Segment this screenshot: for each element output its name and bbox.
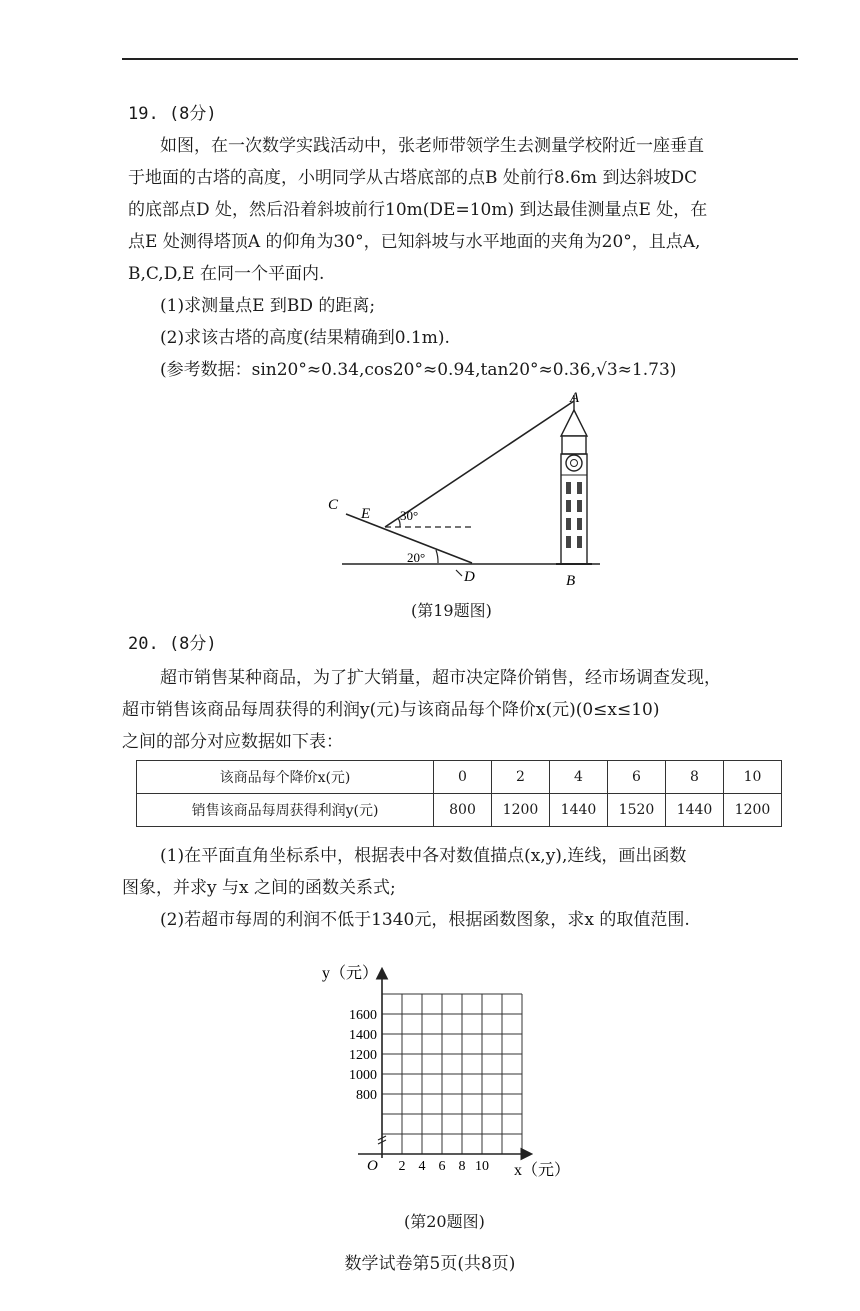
q20-part-1a: (1)在平面直角坐标系中，根据表中各对数值描点(x,y),连线，画出函数 [160,846,687,866]
coordinate-grid [382,994,522,1154]
tower-icon [556,395,592,564]
y-tick-label: 1400 [349,1028,377,1043]
table-cell-y: 1200 [724,794,782,827]
q19-part-1: (1)求测量点E 到BD 的距离; [160,296,376,316]
q19-text-line-3: 的底部点D 处，然后沿着斜坡前行10m(DE=10m) 到达最佳测量点E 处，在 [128,200,708,220]
table-cell-x: 0 [434,761,492,794]
q19-text-line-4: 点E 处测得塔顶A 的仰角为30°，已知斜坡与水平地面的夹角为20°，且点A, [128,232,701,252]
label-angle-30: 30° [400,508,419,523]
y-tick-label: 1600 [349,1008,377,1023]
q20-part-2: (2)若超市每周的利润不低于1340元，根据函数图象，求x 的取值范围. [160,910,690,930]
table-cell-x: 8 [666,761,724,794]
point-d-tick [456,570,462,576]
table-cell-x: 10 [724,761,782,794]
q19-caption: (第19题图) [411,601,492,620]
label-angle-20: 20° [407,550,426,565]
x-tick-label: 6 [438,1159,446,1174]
origin-label: O [367,1158,378,1174]
table-cell-y: 800 [434,794,492,827]
q19-text-line-1: 如图，在一次数学实践活动中，张老师带领学生去测量学校附近一座垂直 [160,136,704,156]
q20-part-1b: 图象，并求y 与x 之间的函数关系式; [122,878,396,898]
x-axis-label: x（元） [514,1162,571,1179]
x-tick-label: 2 [398,1159,406,1174]
q19-text-line-5: B,C,D,E 在同一个平面内. [128,264,325,284]
table-cell-x: 2 [492,761,550,794]
y-axis-label: y（元） [322,965,379,982]
q19-header: 19. (8分) [128,104,217,124]
table-cell-y: 1440 [550,794,608,827]
table-header-x: 该商品每个降价x(元) [137,761,434,794]
label-c: C [328,497,339,513]
x-tick-labels [399,1159,490,1174]
x-tick-label: 10 [475,1159,489,1174]
q19-figure [0,0,860,620]
page-footer: 数学试卷第5页(共8页) [344,1254,516,1274]
y-tick-label: 1000 [349,1068,377,1083]
label-b: B [566,573,576,589]
table-row-y [137,794,782,827]
q20-grid-figure [0,940,860,1200]
table-row-x [137,761,782,794]
label-e: E [361,506,371,522]
y-tick-label: 1200 [349,1048,377,1063]
angle-20-arc [436,550,438,563]
q20-header: 20. (8分) [128,634,217,654]
x-tick-label: 4 [418,1159,426,1174]
label-d: D [464,569,475,585]
label-a: A [570,390,580,406]
q19-reference-data: (参考数据：sin20°≈0.34,cos20°≈0.94,tan20°≈0.36,√3≈1.73) [160,360,677,380]
y-tick-label: 800 [356,1088,377,1103]
y-tick-labels [349,1008,377,1103]
q20-text-line-2: 超市销售该商品每周获得的利润y(元)与该商品每个降价x(元)(0≤x≤10) [122,700,660,720]
x-tick-label: 8 [458,1159,466,1174]
q20-caption: (第20题图) [404,1212,485,1231]
q19-text-line-2: 于地面的古塔的高度，小明同学从古塔底部的点B 处前行8.6m 到达斜坡DC [128,168,698,188]
table-cell-x: 4 [550,761,608,794]
q19-part-2: (2)求该古塔的高度(结果精确到0.1m). [160,328,450,348]
table-cell-y: 1440 [666,794,724,827]
table-cell-y: 1200 [492,794,550,827]
q20-text-line-3: 之间的部分对应数据如下表： [122,732,343,752]
table-cell-y: 1520 [608,794,666,827]
table-header-y: 销售该商品每周获得利润y(元) [137,794,434,827]
data-table [136,760,782,827]
table-cell-x: 6 [608,761,666,794]
q20-text-line-1: 超市销售某种商品，为了扩大销量，超市决定降价销售，经市场调查发现， [160,668,721,688]
